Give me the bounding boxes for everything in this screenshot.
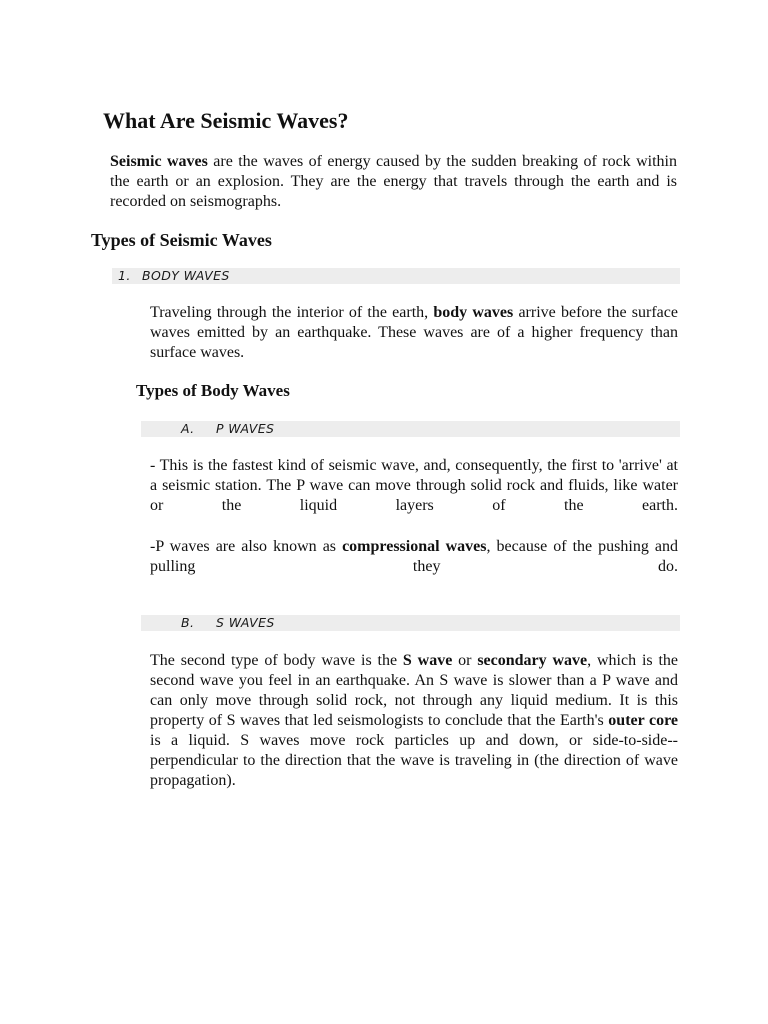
page-title: What Are Seismic Waves?	[103, 108, 349, 133]
intro-term: Seismic waves	[110, 153, 208, 170]
p-waves-label: P WAVES	[216, 421, 275, 436]
types-body-heading: Types of Body Waves	[136, 381, 290, 400]
body-waves-text-after: arrive before the surface waves emitted by an earthquake. These waves are of a higher frequency than surface waves.	[150, 304, 678, 361]
body-waves-section-bar	[112, 268, 680, 284]
compressional-waves-term: compressional waves	[342, 538, 487, 555]
intro-text: are the waves of energy caused by the sudden breaking of rock within the earth or an explosion. They are the energy that travels through the earth and is recorded on seismographs.	[110, 153, 677, 210]
body-waves-label: BODY WAVES	[142, 268, 230, 283]
s-wave-term: S wave	[402, 652, 453, 669]
p-waves-marker: A.	[181, 421, 195, 436]
outer-core-term: outer core	[608, 712, 679, 729]
s-waves-section-bar	[141, 615, 680, 631]
secondary-wave-term: secondary wave	[477, 652, 588, 669]
s-waves-paragraph	[150, 651, 678, 791]
s-waves-text-1: The second type of body wave is the	[150, 652, 403, 669]
s-waves-text-2: or	[452, 652, 478, 669]
types-heading: Types of Seismic Waves	[91, 230, 272, 250]
body-waves-marker: 1.	[118, 268, 131, 283]
body-waves-term: body waves	[433, 304, 514, 321]
s-waves-marker: B.	[181, 615, 195, 630]
p-waves-paragraph-2	[150, 537, 678, 577]
p-waves-text-after: , because of the pushing and pulling they do.	[150, 538, 679, 575]
p-waves-section-bar	[141, 421, 680, 437]
p-waves-paragraph-1: - This is the fastest kind of seismic wave, and, consequently, the first to 'arrive' at a seismic station. The P wave can move through solid rock and fluids, like water or the liquid layers of the earth.	[150, 457, 678, 514]
p-waves-text-before: -P waves are also known as	[150, 538, 343, 555]
intro-paragraph	[110, 152, 677, 212]
s-waves-label: S WAVES	[216, 615, 275, 630]
s-waves-text-4: is a liquid. S waves move rock particles up and down, or side-to-side--perpendicular to the direction that the wave is traveling in (the direction of wave propagation).	[150, 732, 678, 789]
body-waves-paragraph	[150, 303, 678, 363]
s-waves-text-3: , which is the second wave you feel in an earthquake. An S wave is slower than a P wave and can only move through solid rock, not through any liquid medium. It is this property of S waves that led seismologists to conclude that the Earth's	[150, 652, 679, 729]
body-waves-text-before: Traveling through the interior of the earth,	[150, 304, 434, 321]
